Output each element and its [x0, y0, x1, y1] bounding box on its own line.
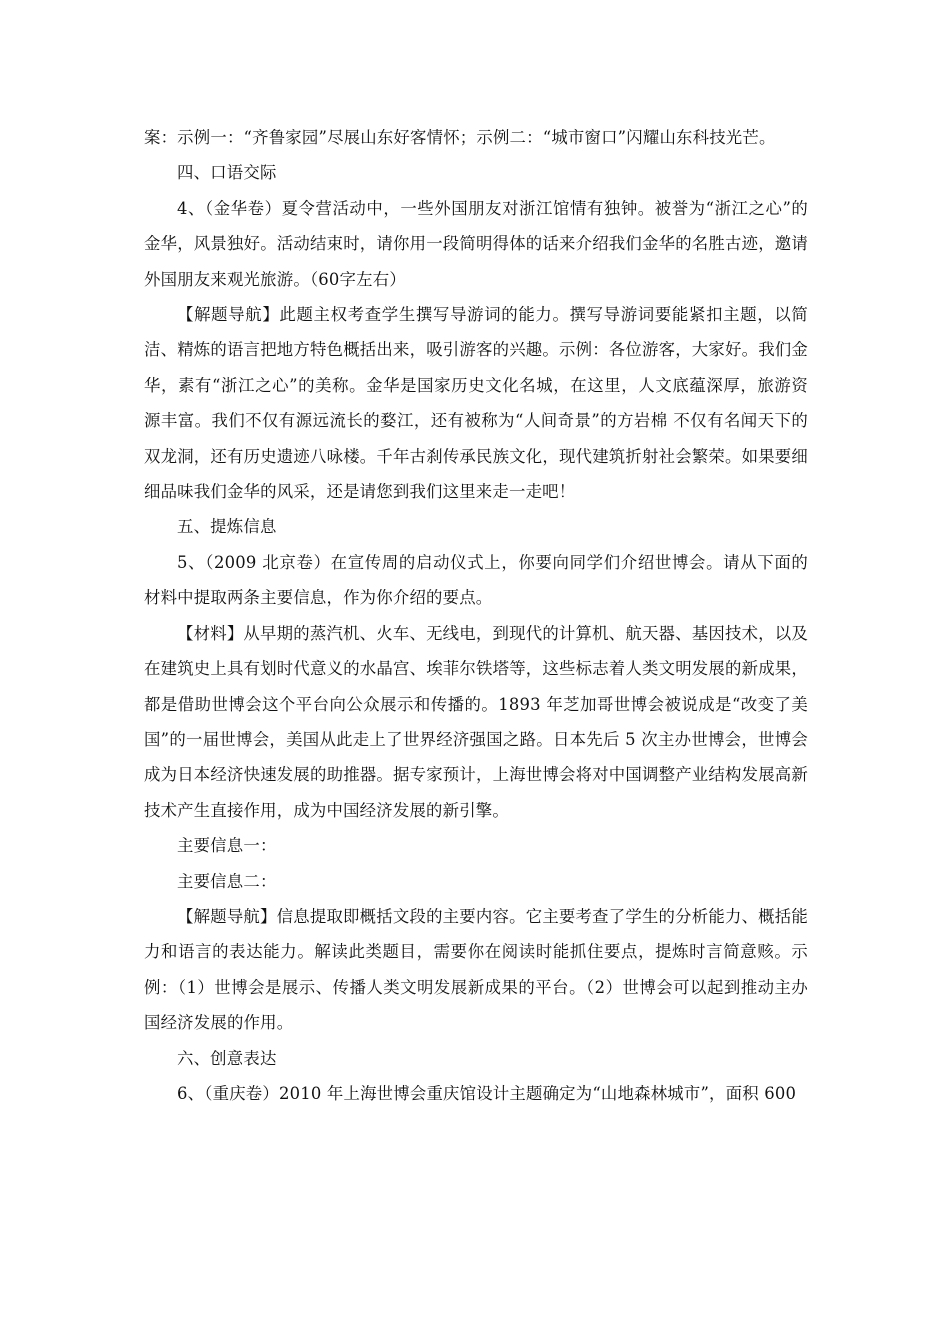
main-info-one: 主要信息一：	[177, 836, 277, 856]
section-heading-creative-expression: 六、创意表达	[177, 1048, 277, 1068]
section-heading-extract-information: 五、提炼信息	[177, 517, 277, 537]
main-info-two: 主要信息二：	[177, 871, 277, 891]
document-body	[144, 120, 808, 1111]
answer-continuation: 案：示例一：“齐鲁家园”尽展山东好客情怀；示例二：“城市窗口”闪耀山东科技光芒。	[144, 128, 776, 147]
section-heading-oral-communication: 四、口语交际	[177, 163, 277, 183]
question-6: 6、（重庆卷）2010 年上海世博会重庆馆设计主题确定为“山地森林城市”，面积 600	[177, 1083, 797, 1103]
solution-guide-4: 【解题导航】此题主权考查学生撰写导游词的能力。撰写导游词要能紧扣主题，以简洁、精炼的语言把地方特色概括出来，吸引游客的兴趣。示例：各位游客，大家好。我们金华，素有“浙江之心”的美称。金华是国家历史文化名城，在这里，人文底蕴深厚，旅游资源丰富。我们不仅有源远流长的婺江，还有被称为“人间奇景”的方岩棉 不仅有名闻天下的双龙洞，还有历史遗迹八咏楼。千年古刹传承民族文化，现代建筑折射社会繁荣。如果要细细品味我们金华的风采，还是请您到我们这里来走一走吧！	[144, 305, 808, 502]
solution-guide-5: 【解题导航】信息提取即概括文段的主要内容。它主要考查了学生的分析能力、概括能力和语言的表达能力。解读此类题目，需要你在阅读时能抓住要点，提炼时言简意赅。示例：（1）世博会是展示、传播人类文明发展新成果的平台。（2）世博会可以起到推动主办国经济发展的作用。	[144, 906, 808, 1033]
question-5: 5、（2009 北京卷）在宣传周的启动仪式上，你要向同学们介绍世博会。请从下面的材料中提取两条主要信息，作为你介绍的要点。	[144, 552, 808, 608]
material-5: 【材料】从早期的蒸汽机、火车、无线电，到现代的计算机、航天器、基因技术，以及在建筑史上具有划时代意义的水晶宫、埃菲尔铁塔等，这些标志着人类文明发展的新成果，都是借助世博会这个平台向公众展示和传播的。1893 年芝加哥世博会被说成是“改变了美国”的一届世博会，美国从此走上了世界经济强国之路。日本先后 5 次主办世博会，世博会成为日本经济快速发展的助推器。据专家预计，上海世博会将对中国调整产业结构发展高新技术产生直接作用，成为中国经济发展的新引擎。	[144, 623, 808, 820]
question-4: 4、（金华卷）夏令营活动中，一些外国朋友对浙江馆情有独钟。被誉为“浙江之心”的金华，风景独好。活动结束时，请你用一段简明得体的话来介绍我们金华的名胜古迹，邀请外国朋友来观光旅游。（60字左右）	[144, 198, 808, 289]
